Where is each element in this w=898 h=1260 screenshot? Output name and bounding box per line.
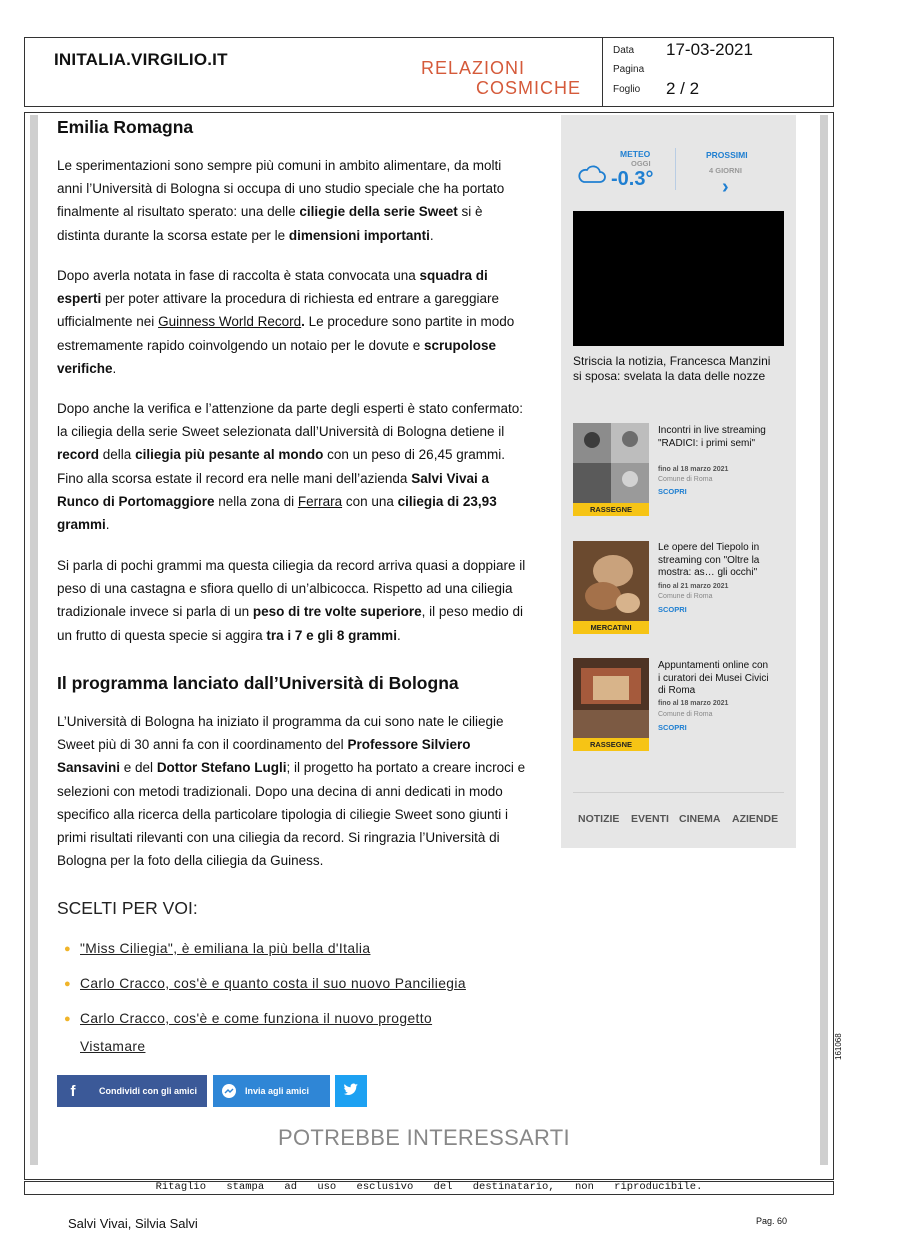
event-title-3[interactable]: Appuntamenti online con i curatori dei Musei Civici di Roma	[658, 660, 769, 696]
date-value: 17-03-2021	[666, 40, 753, 59]
left-gray-bar	[30, 115, 38, 1165]
event-tag-1: RASSEGNE	[573, 503, 649, 516]
meteo-divider	[675, 148, 676, 190]
temperature: -0.3°	[611, 168, 654, 190]
sidebar-divider	[573, 792, 784, 793]
paragraph-1: Le sperimentazioni sono sempre più comuni in ambito alimentare, da molti anni l’Università di Bologna si occupa di uno studio speciale che ha portato finalmente al risultato sperato: una delle ciliegie della serie Sweet si è distinta durante la scorsa estate per le dimensioni importanti.	[57, 158, 505, 243]
scelti-item-2[interactable]	[64, 970, 510, 998]
event-tag-2: MERCATINI	[573, 621, 649, 634]
bullet-icon: ●	[64, 943, 72, 955]
share-facebook-button[interactable]	[57, 1075, 207, 1107]
video-player[interactable]	[573, 211, 784, 346]
heading-programma: Il programma lanciato dall’Università di Bologna	[57, 673, 459, 693]
event-image-3[interactable]	[573, 658, 649, 738]
twitter-icon	[343, 1083, 359, 1099]
bullet-icon: ●	[64, 1013, 72, 1025]
nav-eventi[interactable]: EVENTI	[631, 813, 669, 825]
share-messenger-button[interactable]	[213, 1075, 330, 1107]
share-messenger-label: Invia agli amici	[245, 1086, 310, 1096]
scelti-link-1[interactable]: "Miss Ciliegia", è emiliana la più bella d'Italia	[80, 941, 371, 956]
event-title-2[interactable]: Le opere del Tiepolo in streaming con "Oltre la mostra: as… gli occhi"	[658, 542, 760, 578]
event-location-3: Comune di Roma	[658, 711, 713, 718]
logo-line1: RELAZIONI	[421, 58, 526, 78]
nav-cinema[interactable]: CINEMA	[679, 813, 721, 825]
scelti-item-1[interactable]	[64, 935, 510, 963]
share-facebook-label: Condividi con gli amici	[99, 1086, 198, 1096]
share-twitter-button[interactable]	[335, 1075, 367, 1107]
nav-notizie[interactable]: NOTIZIE	[578, 813, 620, 825]
nav-aziende[interactable]: AZIENDE	[732, 813, 779, 825]
bullet-icon: ●	[64, 978, 72, 990]
event-title-1[interactable]: Incontri in live streaming "RADICI: i primi semi"	[658, 425, 766, 449]
page-number: Pag. 60	[756, 1216, 788, 1226]
sheet-value: 2 / 2	[666, 79, 700, 98]
paragraph-2: Dopo averla notata in fase di raccolta è stata convocata una squadra di esperti per poter attivare la procedura di richiesta ed entrare a gareggiare ufficialmente nei Guinness World Record. Le procedure sono partite in modo estremamente rapido coinvolgendo un notaio per le dovute e scrupolose verifiche.	[57, 268, 515, 376]
document-code: 161068	[834, 1033, 843, 1060]
paragraph-5: L’Università di Bologna ha iniziato il programma da cui sono nate le ciliegie Sweet più di 30 anni fa con il coordinamento del Professore Silviero Sansavini e del Dottor Stefano Lugli; il progetto ha portato a creare incroci e selezioni con metodi tradizionali. Dopo una decina di anni dedicati in modo specifico alla ricerca della particolare tipologia di ciliegie Sweet sono giunti i primi risultati rilevanti con una ciliegia da record. Si ringrazia l’Università di Bologna per la foto della ciliegia da Guiness.	[57, 714, 526, 869]
chevron-right-icon[interactable]: ›	[722, 176, 729, 198]
right-gray-bar	[820, 115, 828, 1165]
page-label: Pagina	[613, 64, 645, 75]
footer-notice: Ritaglio stampa ad uso esclusivo del destinatario, non riproducibile.	[155, 1181, 703, 1193]
event-scopri-3[interactable]: SCOPRI	[658, 723, 687, 732]
sheet-label: Foglio	[613, 84, 641, 95]
event-location-2: Comune di Roma	[658, 593, 713, 600]
site-name: INITALIA.VIRGILIO.IT	[54, 50, 228, 69]
logo	[421, 58, 581, 98]
paragraph-4: Si parla di pochi grammi ma questa ciliegia da record arriva quasi a doppiare il peso di una castagna e sfiora quello di un’albicocca. Rispetto ad una ciliegia tradizionale invece si parla di un peso di tre volte superiore, il peso medio di un frutto di questa specie si aggira tra i 7 e gli 8 grammi.	[57, 558, 526, 643]
logo-line2: COSMICHE	[476, 78, 582, 98]
event-date-1: fino al 18 marzo 2021	[658, 466, 729, 473]
event-image-1[interactable]	[573, 423, 649, 503]
paragraph-3: Dopo anche la verifica e l’attenzione da parte degli esperti è stato confermato: la ciliegia della serie Sweet selezionata dall’Università di Bologna detiene il record della ciliegia più pesante al mondo con un peso di 26,45 grammi. Fino alla scorsa estate il record era nelle mani dell’azienda Salvi Vivai a Runco di Portomaggiore nella zona di Ferrara con una ciliegia di 23,93 grammi.	[57, 401, 524, 533]
potrebbe-interessarti: POTREBBE INTERESSARTI	[278, 1125, 570, 1150]
event-scopri-1[interactable]: SCOPRI	[658, 487, 687, 496]
event-location-1: Comune di Roma	[658, 476, 713, 483]
header-divider	[602, 38, 603, 106]
cloud-icon	[577, 163, 607, 190]
oggi-label: OGGI	[631, 159, 651, 168]
prossimi-label[interactable]: PROSSIMI	[706, 150, 748, 160]
scelti-link-3[interactable]: Carlo Cracco, cos'è e come funziona il nuovo progetto Vistamare	[80, 1011, 433, 1054]
event-scopri-2[interactable]: SCOPRI	[658, 605, 687, 614]
scelti-link-2[interactable]: Carlo Cracco, cos'è e quanto costa il suo nuovo Panciliegia	[80, 976, 466, 991]
facebook-icon: f	[70, 1082, 76, 1100]
event-tag-3: RASSEGNE	[573, 738, 649, 751]
event-date-2: fino al 21 marzo 2021	[658, 583, 729, 590]
video-caption[interactable]: Striscia la notizia, Francesca Manzini si sposa: svelata la data delle nozze	[573, 354, 771, 383]
heading-emilia: Emilia Romagna	[57, 117, 194, 137]
scelti-title: SCELTI PER VOI:	[57, 898, 198, 918]
event-image-2[interactable]	[573, 541, 649, 621]
giorni-label: 4 GIORNI	[709, 166, 742, 175]
author: Salvi Vivai, Silvia Salvi	[68, 1216, 198, 1231]
messenger-icon	[213, 1075, 245, 1107]
date-label: Data	[613, 45, 635, 56]
event-date-3: fino al 18 marzo 2021	[658, 700, 729, 707]
meteo-label: METEO	[620, 149, 651, 159]
scelti-item-3[interactable]	[64, 1005, 480, 1061]
